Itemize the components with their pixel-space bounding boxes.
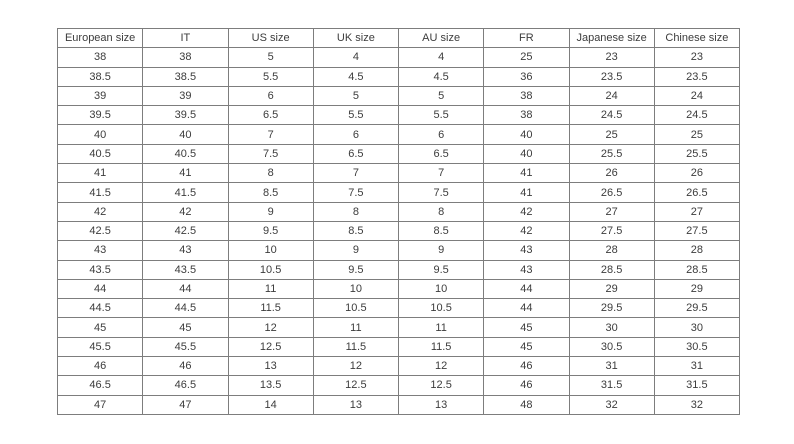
table-cell: 10 [228, 241, 313, 260]
table-cell: 30.5 [654, 337, 739, 356]
table-cell: 12.5 [313, 376, 398, 395]
table-cell: 32 [569, 395, 654, 414]
table-cell: 28 [569, 241, 654, 260]
table-cell: 29.5 [654, 299, 739, 318]
table-cell: 38 [143, 48, 228, 67]
table-cell: 40 [58, 125, 143, 144]
table-cell: 46 [484, 376, 569, 395]
table-cell: 5.5 [228, 67, 313, 86]
table-cell: 46 [58, 357, 143, 376]
table-cell: 30 [569, 318, 654, 337]
table-row [58, 144, 740, 163]
table-cell: 41.5 [58, 183, 143, 202]
table-cell: 25 [654, 125, 739, 144]
table-cell: 28.5 [569, 260, 654, 279]
table-cell: 41 [484, 183, 569, 202]
table-cell: 44 [484, 279, 569, 298]
table-cell: 24 [654, 86, 739, 105]
table-cell: 6.5 [399, 144, 484, 163]
table-cell: 9 [399, 241, 484, 260]
table-cell: 41 [484, 164, 569, 183]
table-cell: 43 [484, 241, 569, 260]
table-cell: 10.5 [228, 260, 313, 279]
table-cell: 12 [399, 357, 484, 376]
column-header: UK size [313, 29, 398, 48]
table-cell: 5 [313, 86, 398, 105]
table-cell: 13.5 [228, 376, 313, 395]
table-cell: 40 [143, 125, 228, 144]
table-cell: 12 [313, 357, 398, 376]
table-cell: 7.5 [228, 144, 313, 163]
table-cell: 45 [484, 337, 569, 356]
table-cell: 43 [58, 241, 143, 260]
table-cell: 46.5 [58, 376, 143, 395]
table-cell: 5.5 [313, 106, 398, 125]
table-cell: 23.5 [569, 67, 654, 86]
table-cell: 11 [313, 318, 398, 337]
table-cell: 11 [399, 318, 484, 337]
table-cell: 10.5 [399, 299, 484, 318]
table-cell: 43.5 [58, 260, 143, 279]
table-cell: 8.5 [228, 183, 313, 202]
table-cell: 42 [484, 221, 569, 240]
table-cell: 28.5 [654, 260, 739, 279]
table-cell: 23 [654, 48, 739, 67]
table-cell: 29.5 [569, 299, 654, 318]
table-cell: 24.5 [569, 106, 654, 125]
table-cell: 39.5 [58, 106, 143, 125]
table-cell: 45.5 [58, 337, 143, 356]
column-header: IT [143, 29, 228, 48]
table-cell: 10.5 [313, 299, 398, 318]
table-cell: 5 [228, 48, 313, 67]
table-cell: 43.5 [143, 260, 228, 279]
table-row [58, 337, 740, 356]
table-cell: 7.5 [399, 183, 484, 202]
table-cell: 41 [58, 164, 143, 183]
table-row [58, 164, 740, 183]
table-cell: 29 [569, 279, 654, 298]
table-cell: 26.5 [569, 183, 654, 202]
table-cell: 6 [399, 125, 484, 144]
table-cell: 43 [484, 260, 569, 279]
table-cell: 42 [58, 202, 143, 221]
table-cell: 46 [484, 357, 569, 376]
table-row [58, 48, 740, 67]
column-header: AU size [399, 29, 484, 48]
table-cell: 39 [58, 86, 143, 105]
table-cell: 39 [143, 86, 228, 105]
table-cell: 5.5 [399, 106, 484, 125]
table-row [58, 260, 740, 279]
table-cell: 31 [569, 357, 654, 376]
table-cell: 14 [228, 395, 313, 414]
table-cell: 39.5 [143, 106, 228, 125]
table-cell: 32 [654, 395, 739, 414]
table-row [58, 376, 740, 395]
table-cell: 27.5 [654, 221, 739, 240]
table-cell: 45.5 [143, 337, 228, 356]
table-cell: 8.5 [399, 221, 484, 240]
table-row [58, 299, 740, 318]
table-cell: 41.5 [143, 183, 228, 202]
table-cell: 31.5 [569, 376, 654, 395]
table-row [58, 202, 740, 221]
table-cell: 48 [484, 395, 569, 414]
table-cell: 42.5 [143, 221, 228, 240]
table-cell: 8 [399, 202, 484, 221]
table-cell: 10 [399, 279, 484, 298]
table-row [58, 357, 740, 376]
table-cell: 9 [228, 202, 313, 221]
table-cell: 4 [313, 48, 398, 67]
table-head [58, 29, 740, 48]
table-cell: 23.5 [654, 67, 739, 86]
table-row [58, 221, 740, 240]
shoe-size-conversion-table [57, 28, 740, 415]
table-row [58, 318, 740, 337]
table-cell: 40.5 [58, 144, 143, 163]
table-cell: 38.5 [58, 67, 143, 86]
column-header: European size [58, 29, 143, 48]
table-cell: 23 [569, 48, 654, 67]
table-cell: 47 [58, 395, 143, 414]
table-cell: 44 [143, 279, 228, 298]
table-cell: 9.5 [399, 260, 484, 279]
table-cell: 11.5 [228, 299, 313, 318]
table-cell: 30 [654, 318, 739, 337]
table-row [58, 395, 740, 414]
table-cell: 25.5 [654, 144, 739, 163]
table-cell: 42 [484, 202, 569, 221]
table-cell: 24.5 [654, 106, 739, 125]
table-cell: 4.5 [399, 67, 484, 86]
table-cell: 9 [313, 241, 398, 260]
table-row [58, 86, 740, 105]
table-cell: 6 [228, 86, 313, 105]
table-cell: 10 [313, 279, 398, 298]
table-cell: 40 [484, 144, 569, 163]
table-cell: 44.5 [58, 299, 143, 318]
table-cell: 8.5 [313, 221, 398, 240]
table-cell: 11.5 [313, 337, 398, 356]
table-cell: 45 [58, 318, 143, 337]
table-cell: 24 [569, 86, 654, 105]
table-cell: 13 [313, 395, 398, 414]
table-cell: 8 [313, 202, 398, 221]
table-cell: 9.5 [228, 221, 313, 240]
table-cell: 28 [654, 241, 739, 260]
column-header: US size [228, 29, 313, 48]
header-row [58, 29, 740, 48]
table-cell: 44.5 [143, 299, 228, 318]
table-cell: 38 [58, 48, 143, 67]
table-row [58, 241, 740, 260]
table-cell: 29 [654, 279, 739, 298]
table-cell: 45 [143, 318, 228, 337]
table-cell: 6.5 [313, 144, 398, 163]
column-header: Chinese size [654, 29, 739, 48]
table-cell: 25 [484, 48, 569, 67]
table-row [58, 67, 740, 86]
table-cell: 41 [143, 164, 228, 183]
table-row [58, 183, 740, 202]
column-header: Japanese size [569, 29, 654, 48]
table-cell: 13 [228, 357, 313, 376]
table-cell: 45 [484, 318, 569, 337]
table-cell: 27 [569, 202, 654, 221]
table-cell: 12 [228, 318, 313, 337]
table-cell: 31.5 [654, 376, 739, 395]
table-cell: 6.5 [228, 106, 313, 125]
table-cell: 38.5 [143, 67, 228, 86]
table-body [58, 48, 740, 415]
table-cell: 46 [143, 357, 228, 376]
table-cell: 42 [143, 202, 228, 221]
table-cell: 7.5 [313, 183, 398, 202]
table-cell: 43 [143, 241, 228, 260]
table-cell: 27.5 [569, 221, 654, 240]
table-cell: 42.5 [58, 221, 143, 240]
column-header: FR [484, 29, 569, 48]
table-cell: 25 [569, 125, 654, 144]
table-cell: 8 [228, 164, 313, 183]
table-cell: 25.5 [569, 144, 654, 163]
table-cell: 9.5 [313, 260, 398, 279]
table-row [58, 106, 740, 125]
table-cell: 38 [484, 106, 569, 125]
table-cell: 27 [654, 202, 739, 221]
table-cell: 11 [228, 279, 313, 298]
table-cell: 11.5 [399, 337, 484, 356]
table-cell: 36 [484, 67, 569, 86]
table-cell: 26.5 [654, 183, 739, 202]
table-cell: 7 [399, 164, 484, 183]
table-cell: 4.5 [313, 67, 398, 86]
table-cell: 12.5 [228, 337, 313, 356]
table-cell: 12.5 [399, 376, 484, 395]
table-row [58, 125, 740, 144]
table-cell: 47 [143, 395, 228, 414]
table-cell: 40.5 [143, 144, 228, 163]
table-cell: 31 [654, 357, 739, 376]
table-cell: 38 [484, 86, 569, 105]
table-cell: 7 [228, 125, 313, 144]
table-cell: 44 [484, 299, 569, 318]
table-cell: 26 [654, 164, 739, 183]
table-cell: 4 [399, 48, 484, 67]
table-cell: 26 [569, 164, 654, 183]
table-cell: 30.5 [569, 337, 654, 356]
table-row [58, 279, 740, 298]
table-cell: 7 [313, 164, 398, 183]
table-cell: 6 [313, 125, 398, 144]
table-cell: 13 [399, 395, 484, 414]
table-cell: 5 [399, 86, 484, 105]
table-cell: 44 [58, 279, 143, 298]
table-cell: 40 [484, 125, 569, 144]
table-cell: 46.5 [143, 376, 228, 395]
